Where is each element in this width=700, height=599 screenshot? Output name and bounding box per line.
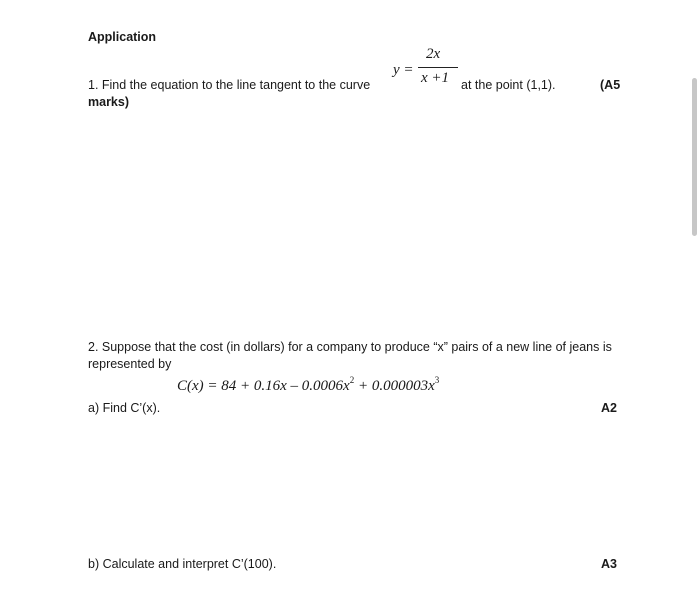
scrollbar-thumb[interactable] [692, 78, 697, 236]
q2-cost-mid: + 0.000003x [354, 378, 435, 394]
q2-part-b-marks: A3 [601, 557, 617, 571]
q2-part-a: a) Find C’(x). [88, 401, 161, 415]
q2-text-line2: represented by [88, 357, 172, 371]
page-heading: Application [88, 30, 157, 44]
q2-part-b: b) Calculate and interpret C’(100). [88, 557, 277, 571]
q1-fraction-bar [418, 67, 458, 68]
q1-marks: (A5 [600, 78, 621, 92]
q2-cost-exp-3: 3 [434, 375, 440, 385]
q1-point-text: at the point (1,1). [461, 78, 556, 92]
q1-text: 1. Find the equation to the line tangent to the curve [88, 78, 371, 92]
q2-cost-lhs: C(x) = 84 + 0.16x – 0.0006x [177, 378, 350, 394]
q1-fraction-numerator: 2x [426, 46, 441, 62]
q1-fraction-denominator: x +1 [421, 70, 450, 86]
q1-equation-lhs: y = [393, 62, 414, 78]
vertical-scrollbar[interactable] [690, 0, 700, 599]
q2-cost-function [177, 375, 439, 395]
q2-text-line1: 2. Suppose that the cost (in dollars) for a company to produce “x” pairs of a new line of jeans is [88, 340, 612, 354]
q2-cost-exp-2: 2 [349, 375, 355, 385]
q1-marks-cont: marks) [88, 95, 129, 109]
q2-part-a-marks: A2 [601, 401, 617, 415]
